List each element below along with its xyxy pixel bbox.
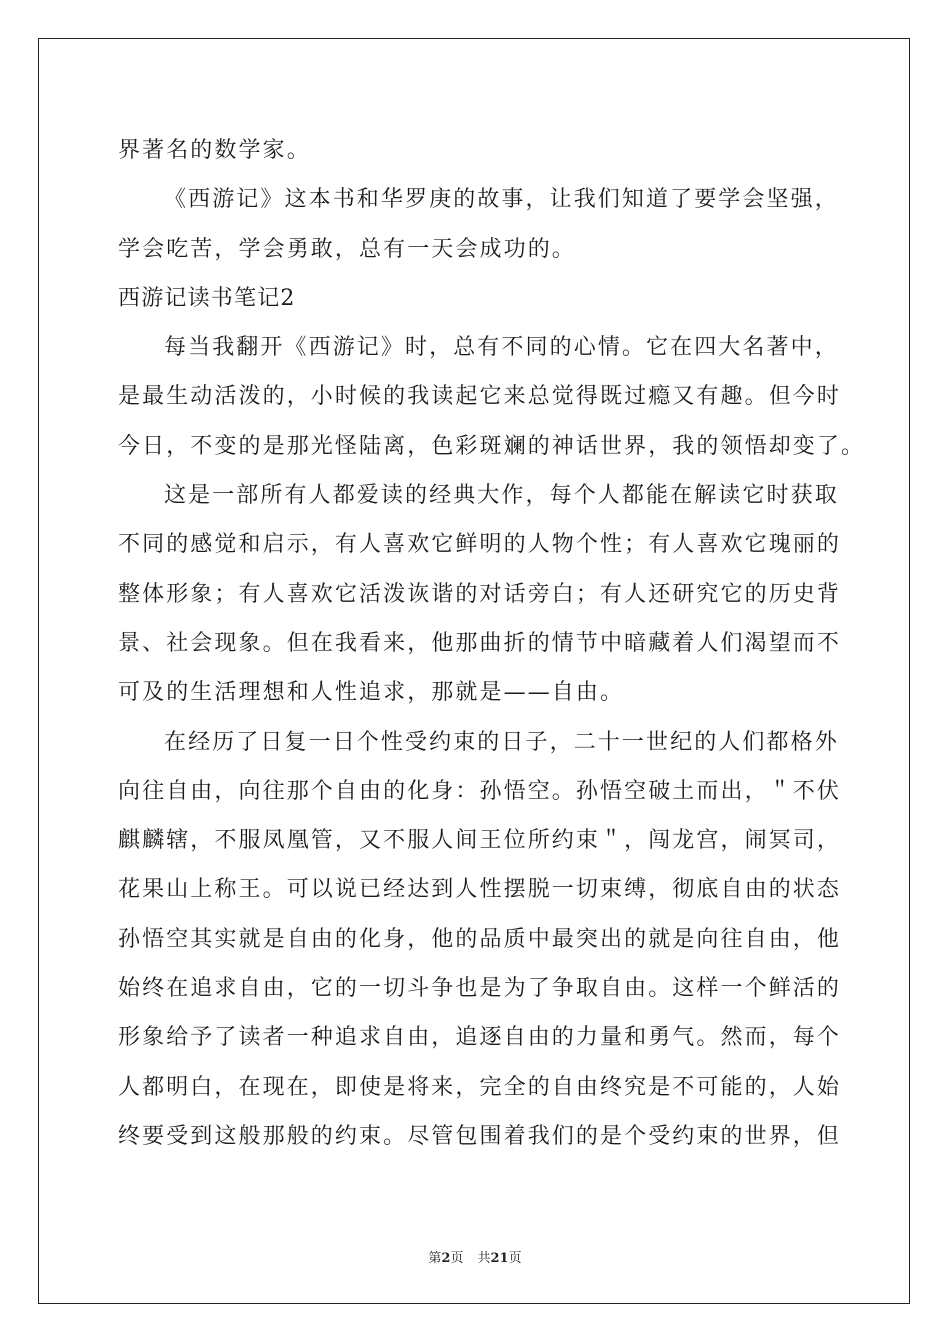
text-line: 每当我翻开《西游记》时，总有不同的心情。它在四大名著中， bbox=[164, 335, 839, 361]
text-line: 《西游记》这本书和华罗庚的故事，让我们知道了要学会坚强， bbox=[164, 187, 839, 213]
text-line: 始终在追求自由，它的一切斗争也是为了争取自由。这样一个鲜活的 bbox=[118, 976, 842, 1002]
text-line: 整体形象；有人喜欢它活泼诙谐的对话旁白；有人还研究它的历史背 bbox=[118, 581, 842, 607]
text-line: 麒麟辖，不服凤凰管，又不服人间王位所约束＂，闯龙宫，闹冥司， bbox=[118, 828, 842, 854]
text-line: 景、社会现象。但在我看来，他那曲折的情节中暗藏着人们渴望而不 bbox=[118, 630, 842, 656]
page-number: 2 bbox=[441, 1251, 451, 1266]
text-line: 界著名的数学家。 bbox=[118, 138, 311, 163]
text-line: 终要受到这般那般的约束。尽管包围着我们的是个受约束的世界，但 bbox=[118, 1123, 842, 1149]
text-line: 人都明白，在现在，即使是将来，完全的自由终究是不可能的，人始 bbox=[118, 1074, 842, 1100]
text-line: 在经历了日复一日个性受约束的日子，二十一世纪的人们都格外 bbox=[164, 729, 839, 755]
section-heading: 西游记读书笔记2 bbox=[118, 285, 296, 311]
text-line: 这是一部所有人都爱读的经典大作，每个人都能在解读它时获取 bbox=[164, 483, 839, 509]
text-line: 向往自由，向往那个自由的化身：孙悟空。孙悟空破土而出，＂不伏 bbox=[118, 778, 842, 804]
text-line: 孙悟空其实就是自由的化身，他的品质中最突出的就是向往自由，他 bbox=[118, 926, 842, 952]
document-body bbox=[118, 126, 866, 1161]
text-line: 可及的生活理想和人性追求，那就是——自由。 bbox=[118, 680, 625, 706]
text-line: 学会吃苦，学会勇敢，总有一天会成功的。 bbox=[118, 236, 576, 262]
text-line: 今日，不变的是那光怪陆离，色彩斑斓的神话世界，我的领悟却变了。 bbox=[118, 433, 866, 459]
text-line: 花果山上称王。可以说已经达到人性摆脱一切束缚，彻底自由的状态 bbox=[118, 877, 842, 903]
text-line: 是最生动活泼的，小时候的我读起它来总觉得既过瘾又有趣。但今时 bbox=[118, 384, 842, 410]
page-suffix: 页 bbox=[450, 1251, 464, 1266]
total-prefix: 共 bbox=[477, 1251, 491, 1266]
text-line: 不同的感觉和启示，有人喜欢它鲜明的人物个性；有人喜欢它瑰丽的 bbox=[118, 532, 842, 558]
total-pages: 21 bbox=[490, 1251, 509, 1266]
text-line: 形象给予了读者一种追求自由，追逐自由的力量和勇气。然而，每个 bbox=[118, 1025, 842, 1051]
page-footer bbox=[0, 1247, 950, 1266]
total-suffix: 页 bbox=[508, 1251, 522, 1266]
page-prefix: 第 bbox=[428, 1251, 442, 1266]
